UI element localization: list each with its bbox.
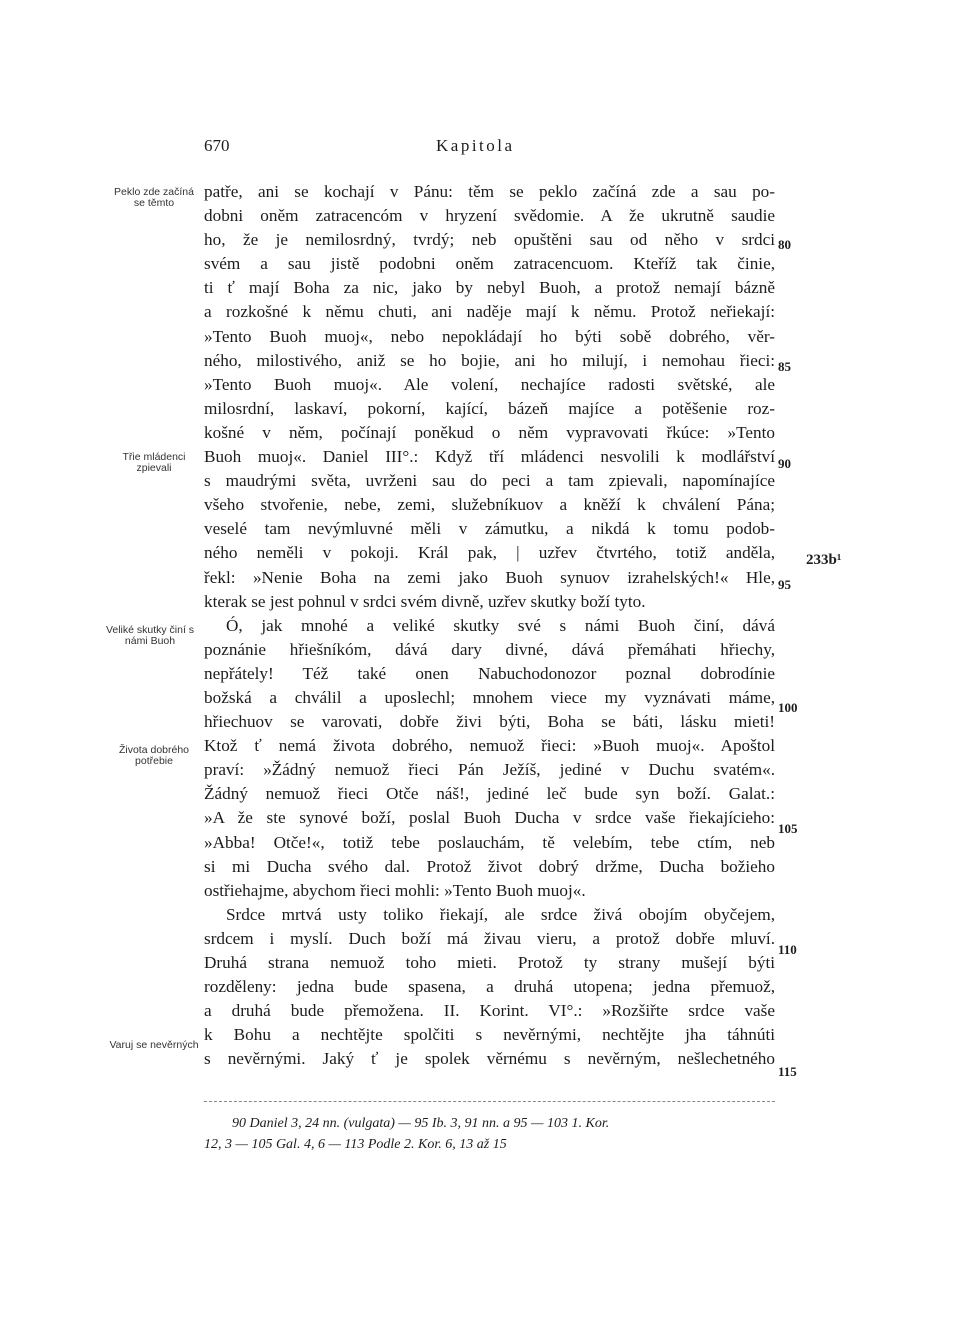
text-line: si mi Ducha svého dal. Protož život dobrý držme, Ducha božieho bbox=[204, 856, 775, 876]
line-number-115: 115 bbox=[778, 1064, 797, 1079]
text-line: košné v něm, počínají poněkud o něm vypravovati řkúce: »Tento bbox=[204, 422, 775, 442]
margin-note-varuj: Varuj se nevěrných bbox=[109, 1039, 199, 1051]
text-line: milosrdní, laskaví, pokorní, kající, bázeň majíce a potěšenie roz- bbox=[204, 398, 775, 418]
line-number-95: 95 bbox=[778, 577, 791, 592]
text-line: k Bohu a nechtějte spolčiti s nevěrnými, nechtějte jha táhnúti bbox=[204, 1025, 775, 1045]
footnote-divider bbox=[204, 1101, 775, 1102]
margin-note-peklo: Peklo zde začíná se těmto bbox=[114, 186, 194, 209]
page-number: 670 bbox=[204, 136, 230, 155]
footnote-line: 90 Daniel 3, 24 nn. (vulgata) — 95 Ib. 3, 91 nn. a 95 — 103 1. Kor. bbox=[232, 1116, 610, 1131]
line-number-80: 80 bbox=[778, 237, 791, 252]
text-line: »Abba! Otče!«, totiž tebe poslauchám, tě velebím, tebe ctím, neb bbox=[204, 832, 775, 852]
text-line: svém a sau jistě podobni oněm zatracencuom. Kteříž tak činie, bbox=[204, 254, 775, 274]
text-line: Srdce mrtvá usty toliko řiekají, ale srdce živá obojím obyčejem, bbox=[226, 904, 775, 924]
line-number-110: 110 bbox=[778, 942, 797, 957]
running-head: Kapitola bbox=[436, 136, 515, 155]
text-line: patře, ani se kochají v Pánu: těm se peklo začíná zde a sau po- bbox=[204, 182, 775, 201]
text-line: a druhá bude přemožena. II. Korint. VI°.: »Rozšiřte srdce vaše bbox=[204, 1001, 775, 1021]
line-number-105: 105 bbox=[778, 821, 798, 836]
text-line: »Tento Buoh muoj«, nebo nepokládají ho býti sobě dobrého, věr- bbox=[204, 326, 775, 346]
line-number-85: 85 bbox=[778, 359, 791, 374]
page-header bbox=[0, 136, 960, 160]
text-line: Žádný nemuož řieci Otče náš!, jediné leč bude syn boží. Galat.: bbox=[204, 784, 775, 804]
text-line: s maudrými světa, uvrženi sau do peci a tam zpievali, napomínajíce bbox=[204, 471, 775, 491]
margin-note-velike: Veliké skutky činí s námi Buoh bbox=[105, 624, 195, 647]
text-line: »A že ste synové boží, poslal Buoh Ducha v srdce vaše řiekajícieho: bbox=[204, 808, 775, 828]
text-line: Buoh muoj«. Daniel III°.: Když tří mládenci nesvolili k modlářství bbox=[204, 447, 775, 467]
text-line: a rozkošné k němu chuti, ani naděje mají k němu. Protož neřiekají: bbox=[204, 302, 775, 322]
text-line: veselé tam nevýmluvné měli v zámutku, a nikdá k tomu podob- bbox=[204, 519, 775, 539]
margin-note-trie: Třie mládenci zpievali bbox=[122, 451, 186, 474]
body-text bbox=[204, 180, 775, 1071]
line-number-90: 90 bbox=[778, 456, 791, 471]
line-number-100: 100 bbox=[778, 700, 798, 715]
text-line: hřiechuov se varovati, dobře živi býti, Boha se báti, lásku mieti! bbox=[204, 712, 775, 732]
text-line: srdcem i myslí. Duch boží má živau vieru, a protož dobře mluví. bbox=[204, 928, 775, 948]
text-line: božská a chválil a uposlechl; mnohem viece my vyznávati máme, bbox=[204, 687, 775, 707]
text-line: Ktož ť nemá života dobrého, nemuož řieci: »Buoh muoj«. Apoštol bbox=[204, 736, 775, 756]
folio-marker: 233b¹ bbox=[806, 552, 842, 568]
text-line: s nevěrnými. Jaký ť je spolek věrnému s nevěrným, nešlechetného bbox=[204, 1049, 775, 1069]
footnote-line: 12, 3 — 105 Gal. 4, 6 — 113 Podle 2. Kor. 6, 13 až 15 bbox=[204, 1137, 507, 1152]
text-line: Druhá strana nemuož toho mieti. Protož ty strany mušejí býti bbox=[204, 953, 775, 972]
text-line: všeho stvořenie, nebe, zemi, služebníkuov a kněží k chválení Pána; bbox=[204, 495, 775, 515]
footnotes bbox=[204, 1113, 792, 1155]
margin-note-zivota: Života dobrého potřebie bbox=[118, 744, 190, 767]
text-line: kterak se jest pohnul v srdci svém divně, uzřev skutky boží tyto. bbox=[204, 591, 646, 611]
text-line: Ó, jak mnohé a veliké skutky své s námi Buoh činí, dává bbox=[226, 615, 775, 635]
text-line: rozděleny: jedna bude spasena, a druhá utopena; jedna přemuož, bbox=[204, 977, 775, 997]
text-line: řekl: »Nenie Boha na zemi jako Buoh synuov izrahelských!« Hle, bbox=[204, 567, 775, 587]
text-line: »Tento Buoh muoj«. Ale volení, nechajíce radosti světské, ale bbox=[204, 374, 775, 394]
text-line: ostřiehajme, abychom řieci mohli: »Tento Buoh muoj«. bbox=[204, 880, 586, 900]
text-line: ného neměli v pokoji. Král pak, | uzřev čtvrtého, totiž anděla, bbox=[204, 543, 775, 563]
text-line: dobni oněm zatracencóm v hryzení svědomie. A že ukrutně saudie bbox=[204, 206, 775, 226]
text-line: ného, milostivého, aniž se ho bojie, ani ho milují, i nemohau řieci: bbox=[204, 350, 775, 370]
text-line: ti ť mají Boha za nic, jako by nebyl Buoh, a protož nemají bázně bbox=[204, 278, 775, 298]
text-line: praví: »Žádný nemuož řieci Pán Ježíš, jediné v Duchu svatém«. bbox=[204, 760, 775, 780]
text-line: poznánie hřiešníkóm, dává dary divné, dává přemáhati hřiechy, bbox=[204, 639, 775, 659]
text-line: ho, že je nemilosrdný, tvrdý; neb opuštěni sau od něho v srdci bbox=[204, 230, 775, 250]
text-line: nepřátely! Též také onen Nabuchodonozor poznal dobrodínie bbox=[204, 663, 775, 683]
